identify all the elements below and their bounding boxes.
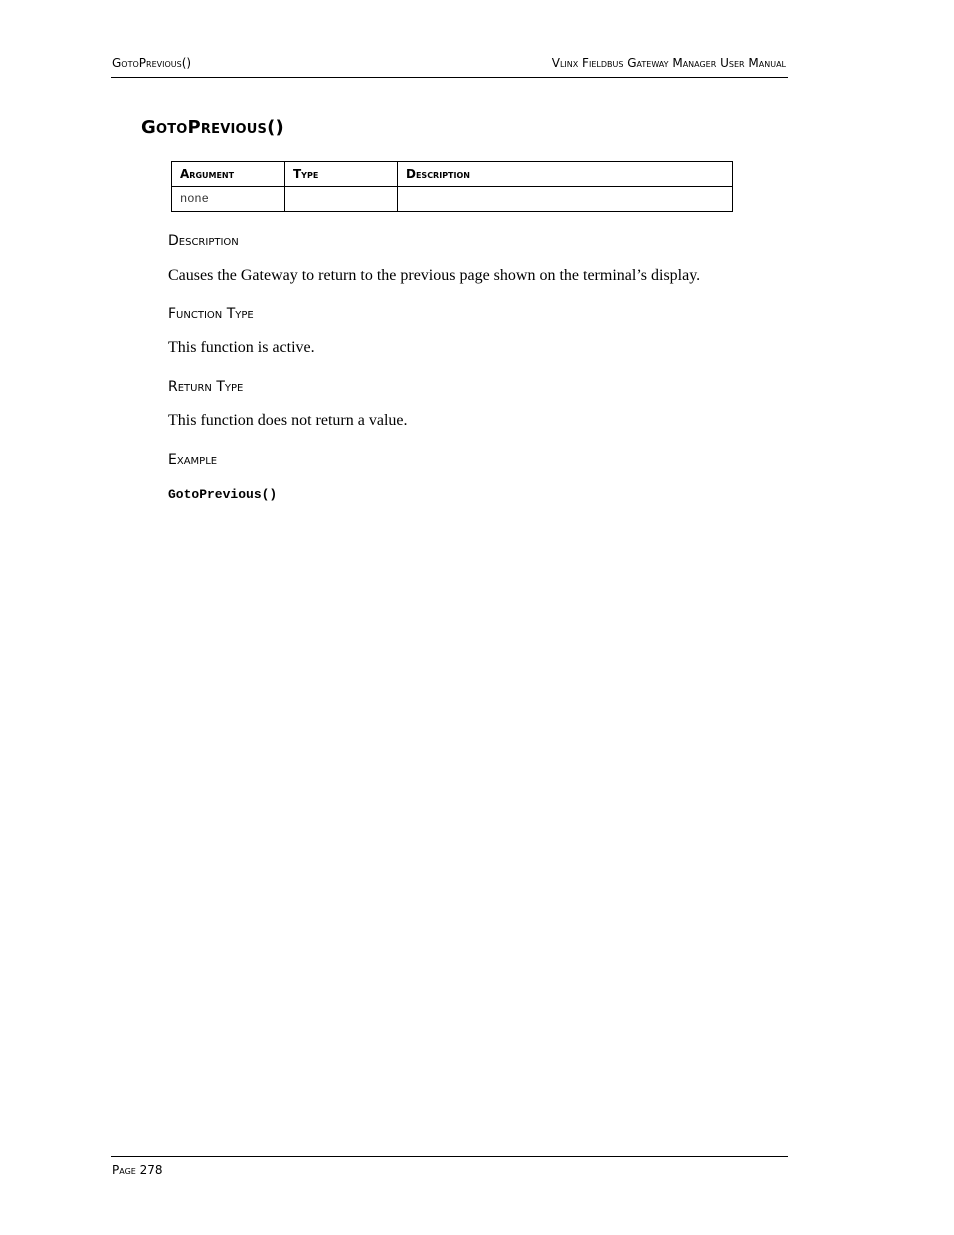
header-manual-title: Vlinx Fieldbus Gateway Manager User Manual: [551, 56, 786, 70]
return-type-text: This function does not return a value.: [168, 412, 408, 429]
description-heading: Description: [168, 233, 239, 249]
argument-table: [171, 161, 733, 212]
page-title: GotoPrevious(): [141, 117, 284, 138]
cell-argument: none: [172, 187, 285, 212]
example-heading: Example: [168, 452, 218, 468]
function-type-text: This function is active.: [168, 339, 315, 356]
return-type-heading: Return Type: [168, 379, 244, 395]
page-number: Page 278: [112, 1163, 163, 1177]
column-header-description: Description: [398, 162, 733, 187]
page-header: [111, 55, 788, 78]
table-header-row: [172, 162, 733, 187]
column-header-type: Type: [285, 162, 398, 187]
table-row: [172, 187, 733, 212]
description-text: Causes the Gateway to return to the previous page shown on the terminal’s display.: [168, 267, 701, 284]
cell-type: [285, 187, 398, 212]
page-footer: [111, 1156, 788, 1177]
cell-description: [398, 187, 733, 212]
column-header-argument: Argument: [172, 162, 285, 187]
function-type-heading: Function Type: [168, 306, 254, 322]
example-code: GotoPrevious(): [168, 487, 278, 502]
header-left-title: GotoPrevious(): [112, 56, 192, 70]
